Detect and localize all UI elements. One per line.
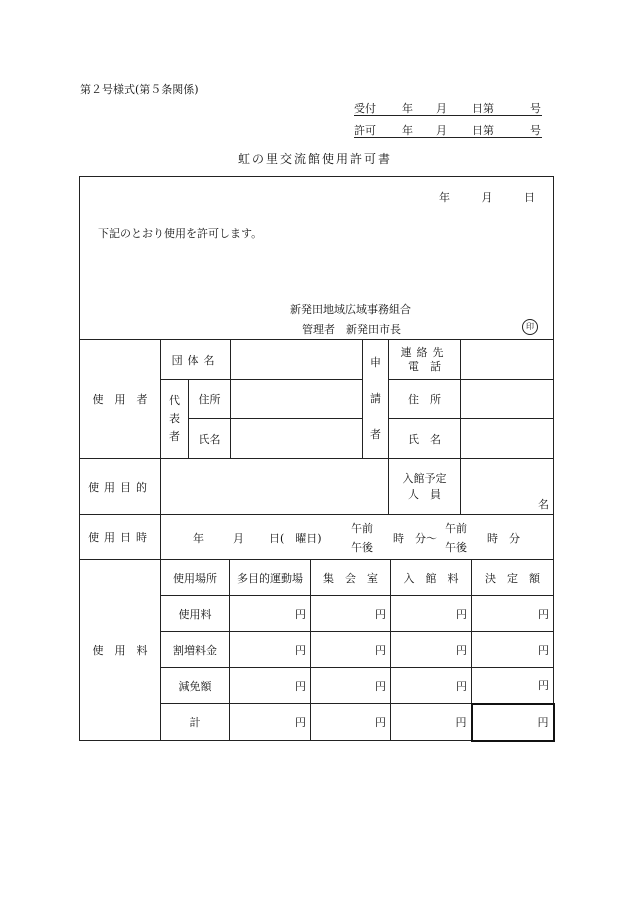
applicant-label: 申 請 者 [363, 340, 389, 459]
permit-day-no: 日第 [472, 124, 494, 137]
fee-cell[interactable]: 円 [230, 704, 311, 741]
representative-label: 代 表 者 [161, 380, 189, 459]
permit-label: 許可 [354, 124, 376, 137]
contact-label: 連絡先 電 話 [389, 340, 461, 380]
fees-header-hall: 集 会 室 [311, 560, 391, 596]
group-name-label: 団体名 [161, 340, 231, 380]
fees-table [79, 559, 555, 742]
start-am: 午前 [351, 522, 373, 535]
seal-mark: 印 [522, 319, 538, 335]
fee-cell[interactable]: 円 [311, 704, 391, 741]
fee-cell[interactable]: 円 [311, 632, 391, 668]
rep-name-field[interactable] [231, 419, 363, 459]
row-label-usage: 使用料 [161, 596, 230, 632]
receipt-day-no: 日第 [472, 102, 494, 115]
total-decided-cell[interactable]: 円 [472, 704, 554, 741]
applicant-name-field[interactable] [461, 419, 554, 459]
issue-day: 日 [524, 191, 535, 204]
fee-cell[interactable]: 円 [230, 632, 311, 668]
receipt-num: 号 [530, 102, 541, 115]
datetime-field[interactable] [161, 515, 554, 560]
fee-cell[interactable]: 円 [391, 632, 472, 668]
receipt-label: 受付 [354, 102, 376, 115]
expected-visitors-label: 入館予定 人 員 [389, 459, 461, 515]
document-title: 虹の里交流館使用許可書 [237, 152, 392, 166]
issue-year: 年 [439, 191, 450, 204]
group-name-field[interactable] [231, 340, 363, 380]
fee-cell[interactable]: 円 [311, 668, 391, 704]
permit-num: 号 [530, 124, 541, 137]
end-time: 時 分 [487, 532, 520, 545]
organization-name: 新発田地域広域事務組合 [290, 303, 411, 316]
fee-cell[interactable]: 円 [230, 596, 311, 632]
fee-cell[interactable]: 円 [230, 668, 311, 704]
fee-cell[interactable]: 円 [311, 596, 391, 632]
permit-month: 月 [436, 124, 447, 137]
start-time: 時 分～ [393, 532, 437, 545]
form-number: 第２号様式(第５条関係) [80, 83, 199, 96]
datetime-month: 月 [233, 532, 244, 545]
permit-row [354, 122, 542, 138]
user-label: 使 用 者 [80, 340, 161, 459]
applicant-name-label: 氏 名 [389, 419, 461, 459]
rep-address-field[interactable] [231, 380, 363, 419]
fees-header-place: 使用場所 [161, 560, 230, 596]
fee-cell[interactable]: 円 [391, 596, 472, 632]
permission-text: 下記のとおり使用を許可します。 [98, 227, 263, 240]
start-pm: 午後 [351, 541, 373, 554]
fee-cell[interactable]: 円 [472, 668, 554, 704]
applicant-address-field[interactable] [461, 380, 554, 419]
application-table [79, 339, 554, 560]
datetime-year: 年 [193, 532, 204, 545]
receipt-month: 月 [436, 102, 447, 115]
rep-name-label: 氏名 [189, 419, 231, 459]
expected-visitors-field[interactable]: 名 [461, 459, 554, 515]
fee-cell[interactable]: 円 [472, 596, 554, 632]
issue-month: 月 [481, 191, 493, 204]
end-am: 午前 [445, 522, 467, 535]
fees-label: 使 用 料 [80, 560, 161, 741]
row-label-total: 計 [161, 704, 230, 741]
purpose-field[interactable] [161, 459, 389, 515]
row-label-reduction: 減免額 [161, 668, 230, 704]
datetime-label: 使用日時 [80, 515, 161, 560]
fee-cell[interactable]: 円 [391, 704, 472, 741]
contact-field[interactable] [461, 340, 554, 380]
rep-address-label: 住所 [189, 380, 231, 419]
fees-header-admission: 入 館 料 [391, 560, 472, 596]
notice-box [79, 176, 554, 340]
purpose-label: 使用目的 [80, 459, 161, 515]
datetime-day: 日( 曜日) [269, 532, 322, 545]
fee-cell[interactable]: 円 [472, 632, 554, 668]
row-label-surcharge: 割増料金 [161, 632, 230, 668]
issue-date [411, 189, 535, 205]
applicant-address-label: 住 所 [389, 380, 461, 419]
fee-cell[interactable]: 円 [391, 668, 472, 704]
fees-header-decided: 決 定 額 [472, 560, 554, 596]
manager-name: 管理者 新発田市長 [302, 323, 401, 336]
end-pm: 午後 [445, 541, 467, 554]
fees-header-field: 多目的運動場 [230, 560, 311, 596]
permit-year: 年 [402, 124, 413, 137]
receipt-year: 年 [402, 102, 413, 115]
receipt-row [354, 100, 542, 116]
